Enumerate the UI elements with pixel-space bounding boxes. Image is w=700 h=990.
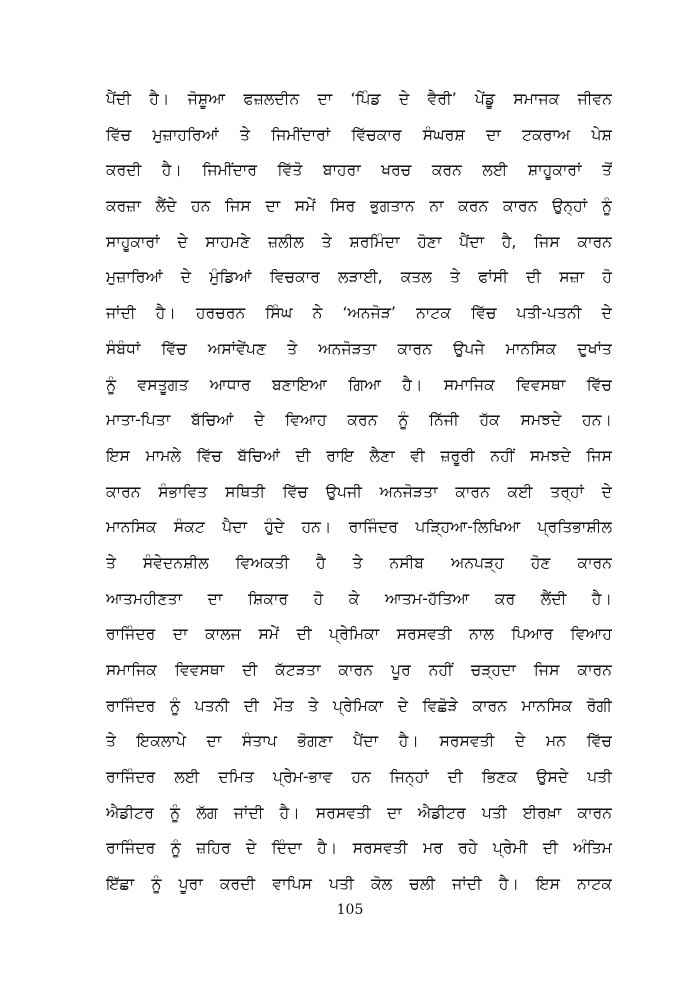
text-line-15: ਆਤਮਹੀਣਤਾ ਦਾ ਸ਼ਿਕਾਰ ਹੋ ਕੇ ਆਤਮ-ਹੱਤਿਆ ਕਰ ਲੈਂਦੀ ਹੈ। xyxy=(106,589,612,608)
text-line-10: ਮਾਤਾ-ਪਿਤਾ ਬੱਚਿਆਂ ਦੇ ਵਿਆਹ ਕਰਨ ਨੂੰ ਨਿੱਜੀ ਹੱਕ ਸਮਝਦੇ ਹਨ। xyxy=(106,411,612,430)
text-line-11: ਇਸ ਮਾਮਲੇ ਵਿੱਚ ਬੱਚਿਆਂ ਦੀ ਰਾਇ ਲੈਣਾ ਵੀ ਜ਼ਰੂਰੀ ਨਹੀਂ ਸਮਝਦੇ ਜਿਸ xyxy=(106,446,612,465)
body-paragraph xyxy=(106,82,612,903)
text-line-21: ਐਡੀਟਰ ਨੂੰ ਲੱਗ ਜਾਂਦੀ ਹੈ। ਸਰਸਵਤੀ ਦਾ ਐਡੀਟਰ ਪਤੀ ਈਰਖ਼ਾ ਕਾਰਨ xyxy=(106,803,612,822)
text-line-2: ਵਿੱਚ ਮੁਜ਼ਾਹਰਿਆਂ ਤੇ ਜਿਮੀਂਦਾਰਾਂ ਵਿੱਚਕਾਰ ਸੰਘਰਸ਼ ਦਾ ਟਕਰਾਅ ਪੇਸ਼ xyxy=(106,125,612,144)
text-line-12: ਕਾਰਨ ਸੰਭਾਵਿਤ ਸਥਿਤੀ ਵਿੱਚ ਉਪਜੀ ਅਨਜੋੜਤਾ ਕਾਰਨ ਕਈ ਤਰ੍ਹਾਂ ਦੇ xyxy=(106,482,612,501)
text-line-9: ਨੂੰ ਵਸਤੂਗਤ ਆਧਾਰ ਬਣਾਇਆ ਗਿਆ ਹੈ। ਸਮਾਜਿਕ ਵਿਵਸਥਾ ਵਿੱਚ xyxy=(106,375,612,394)
text-line-7: ਜਾਂਦੀ ਹੈ। ਹਰਚਰਨ ਸਿੰਘ ਨੇ ‘ਅਨਜੋੜ’ ਨਾਟਕ ਵਿੱਚ ਪਤੀ-ਪਤਨੀ ਦੇ xyxy=(106,304,612,323)
text-line-14: ਤੇ ਸੰਵੇਦਨਸ਼ੀਲ ਵਿਅਕਤੀ ਹੈ ਤੇ ਨਸੀਬ ਅਨਪੜ੍ਹ ਹੋਣ ਕਾਰਨ xyxy=(106,553,612,572)
text-line-6: ਮੁਜ਼ਾਰਿਆਂ ਦੇ ਮੁੰਡਿਆਂ ਵਿਚਕਾਰ ਲੜਾਈ, ਕਤਲ ਤੇ ਫਾਂਸੀ ਦੀ ਸਜ਼ਾ ਹੋ xyxy=(106,268,612,287)
text-line-20: ਰਾਜਿੰਦਰ ਲਈ ਦਮਿਤ ਪ੍ਰੇਮ-ਭਾਵ ਹਨ ਜਿਨ੍ਹਾਂ ਦੀ ਭਿਣਕ ਉਸਦੇ ਪਤੀ xyxy=(106,768,612,787)
text-line-3: ਕਰਦੀ ਹੈ। ਜਿਮੀਂਦਾਰ ਵਿੱਤੋ ਬਾਹਰਾ ਖਰਚ ਕਰਨ ਲਈ ਸ਼ਾਹੂਕਾਰਾਂ ਤੋਂ xyxy=(106,161,612,180)
text-line-16: ਰਾਜਿੰਦਰ ਦਾ ਕਾਲਜ ਸਮੇਂ ਦੀ ਪ੍ਰੇਮਿਕਾ ਸਰਸਵਤੀ ਨਾਲ ਪਿਆਰ ਵਿਆਹ xyxy=(106,625,612,644)
text-line-19: ਤੇ ਇਕਲਾਪੇ ਦਾ ਸੰਤਾਪ ਭੋਗਣਾ ਪੈਂਦਾ ਹੈ। ਸਰਸਵਤੀ ਦੇ ਮਨ ਵਿੱਚ xyxy=(106,732,612,751)
text-line-8: ਸੰਬੰਧਾਂ ਵਿੱਚ ਅਸਾਂਵੇਂਪਣ ਤੇ ਅਨਜੋੜਤਾ ਕਾਰਨ ਉਪਜੇ ਮਾਨਸਿਕ ਦੁਖਾਂਤ xyxy=(106,339,612,358)
text-line-18: ਰਾਜਿੰਦਰ ਨੂੰ ਪਤਨੀ ਦੀ ਮੌਤ ਤੇ ਪ੍ਰੇਮਿਕਾ ਦੇ ਵਿਛੋੜੇ ਕਾਰਨ ਮਾਨਸਿਕ ਰੋਗੀ xyxy=(106,696,612,715)
text-line-4: ਕਰਜ਼ਾ ਲੈਂਦੇ ਹਨ ਜਿਸ ਦਾ ਸਮੇਂ ਸਿਰ ਭੁਗਤਾਨ ਨਾ ਕਰਨ ਕਾਰਨ ਉਨ੍ਹਾਂ ਨੂੰ xyxy=(106,197,612,216)
text-line-17: ਸਮਾਜਿਕ ਵਿਵਸਥਾ ਦੀ ਕੱਟੜਤਾ ਕਾਰਨ ਪੂਰ ਨਹੀਂ ਚੜ੍ਹਦਾ ਜਿਸ ਕਾਰਨ xyxy=(106,661,612,679)
page-number: 105 xyxy=(336,902,364,918)
text-line-22: ਰਾਜਿੰਦਰ ਨੂੰ ਜ਼ਹਿਰ ਦੇ ਦਿੰਦਾ ਹੈ। ਸਰਸਵਤੀ ਮਰ ਰਹੇ ਪ੍ਰੇਮੀ ਦੀ ਅੰਤਿਮ xyxy=(106,839,612,858)
text-line-13: ਮਾਨਸਿਕ ਸੰਕਟ ਪੈਦਾ ਹੁੰਦੇ ਹਨ। ਰਾਜਿੰਦਰ ਪੜ੍ਹਿਆ-ਲਿਖਿਆ ਪ੍ਰਤਿਭਾਸ਼ੀਲ xyxy=(106,518,612,537)
text-line-23: ਇੱਛਾ ਨੂੰ ਪੂਰਾ ਕਰਦੀ ਵਾਪਿਸ ਪਤੀ ਕੋਲ ਚਲੀ ਜਾਂਦੀ ਹੈ। ਇਸ ਨਾਟਕ xyxy=(106,875,612,894)
text-line-5: ਸਾਹੂਕਾਰਾਂ ਦੇ ਸਾਹਮਣੇ ਜ਼ਲੀਲ ਤੇ ਸ਼ਰਮਿੰਦਾ ਹੋਣਾ ਪੈਂਦਾ ਹੈ, ਜਿਸ ਕਾਰਨ xyxy=(106,232,612,251)
text-line-1: ਪੈਂਦੀ ਹੈ। ਜੋਸ਼ੂਆ ਫਜ਼ਲਦੀਨ ਦਾ ‘ਪਿੰਡ ਦੇ ਵੈਰੀ’ ਪੇਂਡੂ ਸਮਾਜਕ ਜੀਵਨ xyxy=(106,90,612,108)
